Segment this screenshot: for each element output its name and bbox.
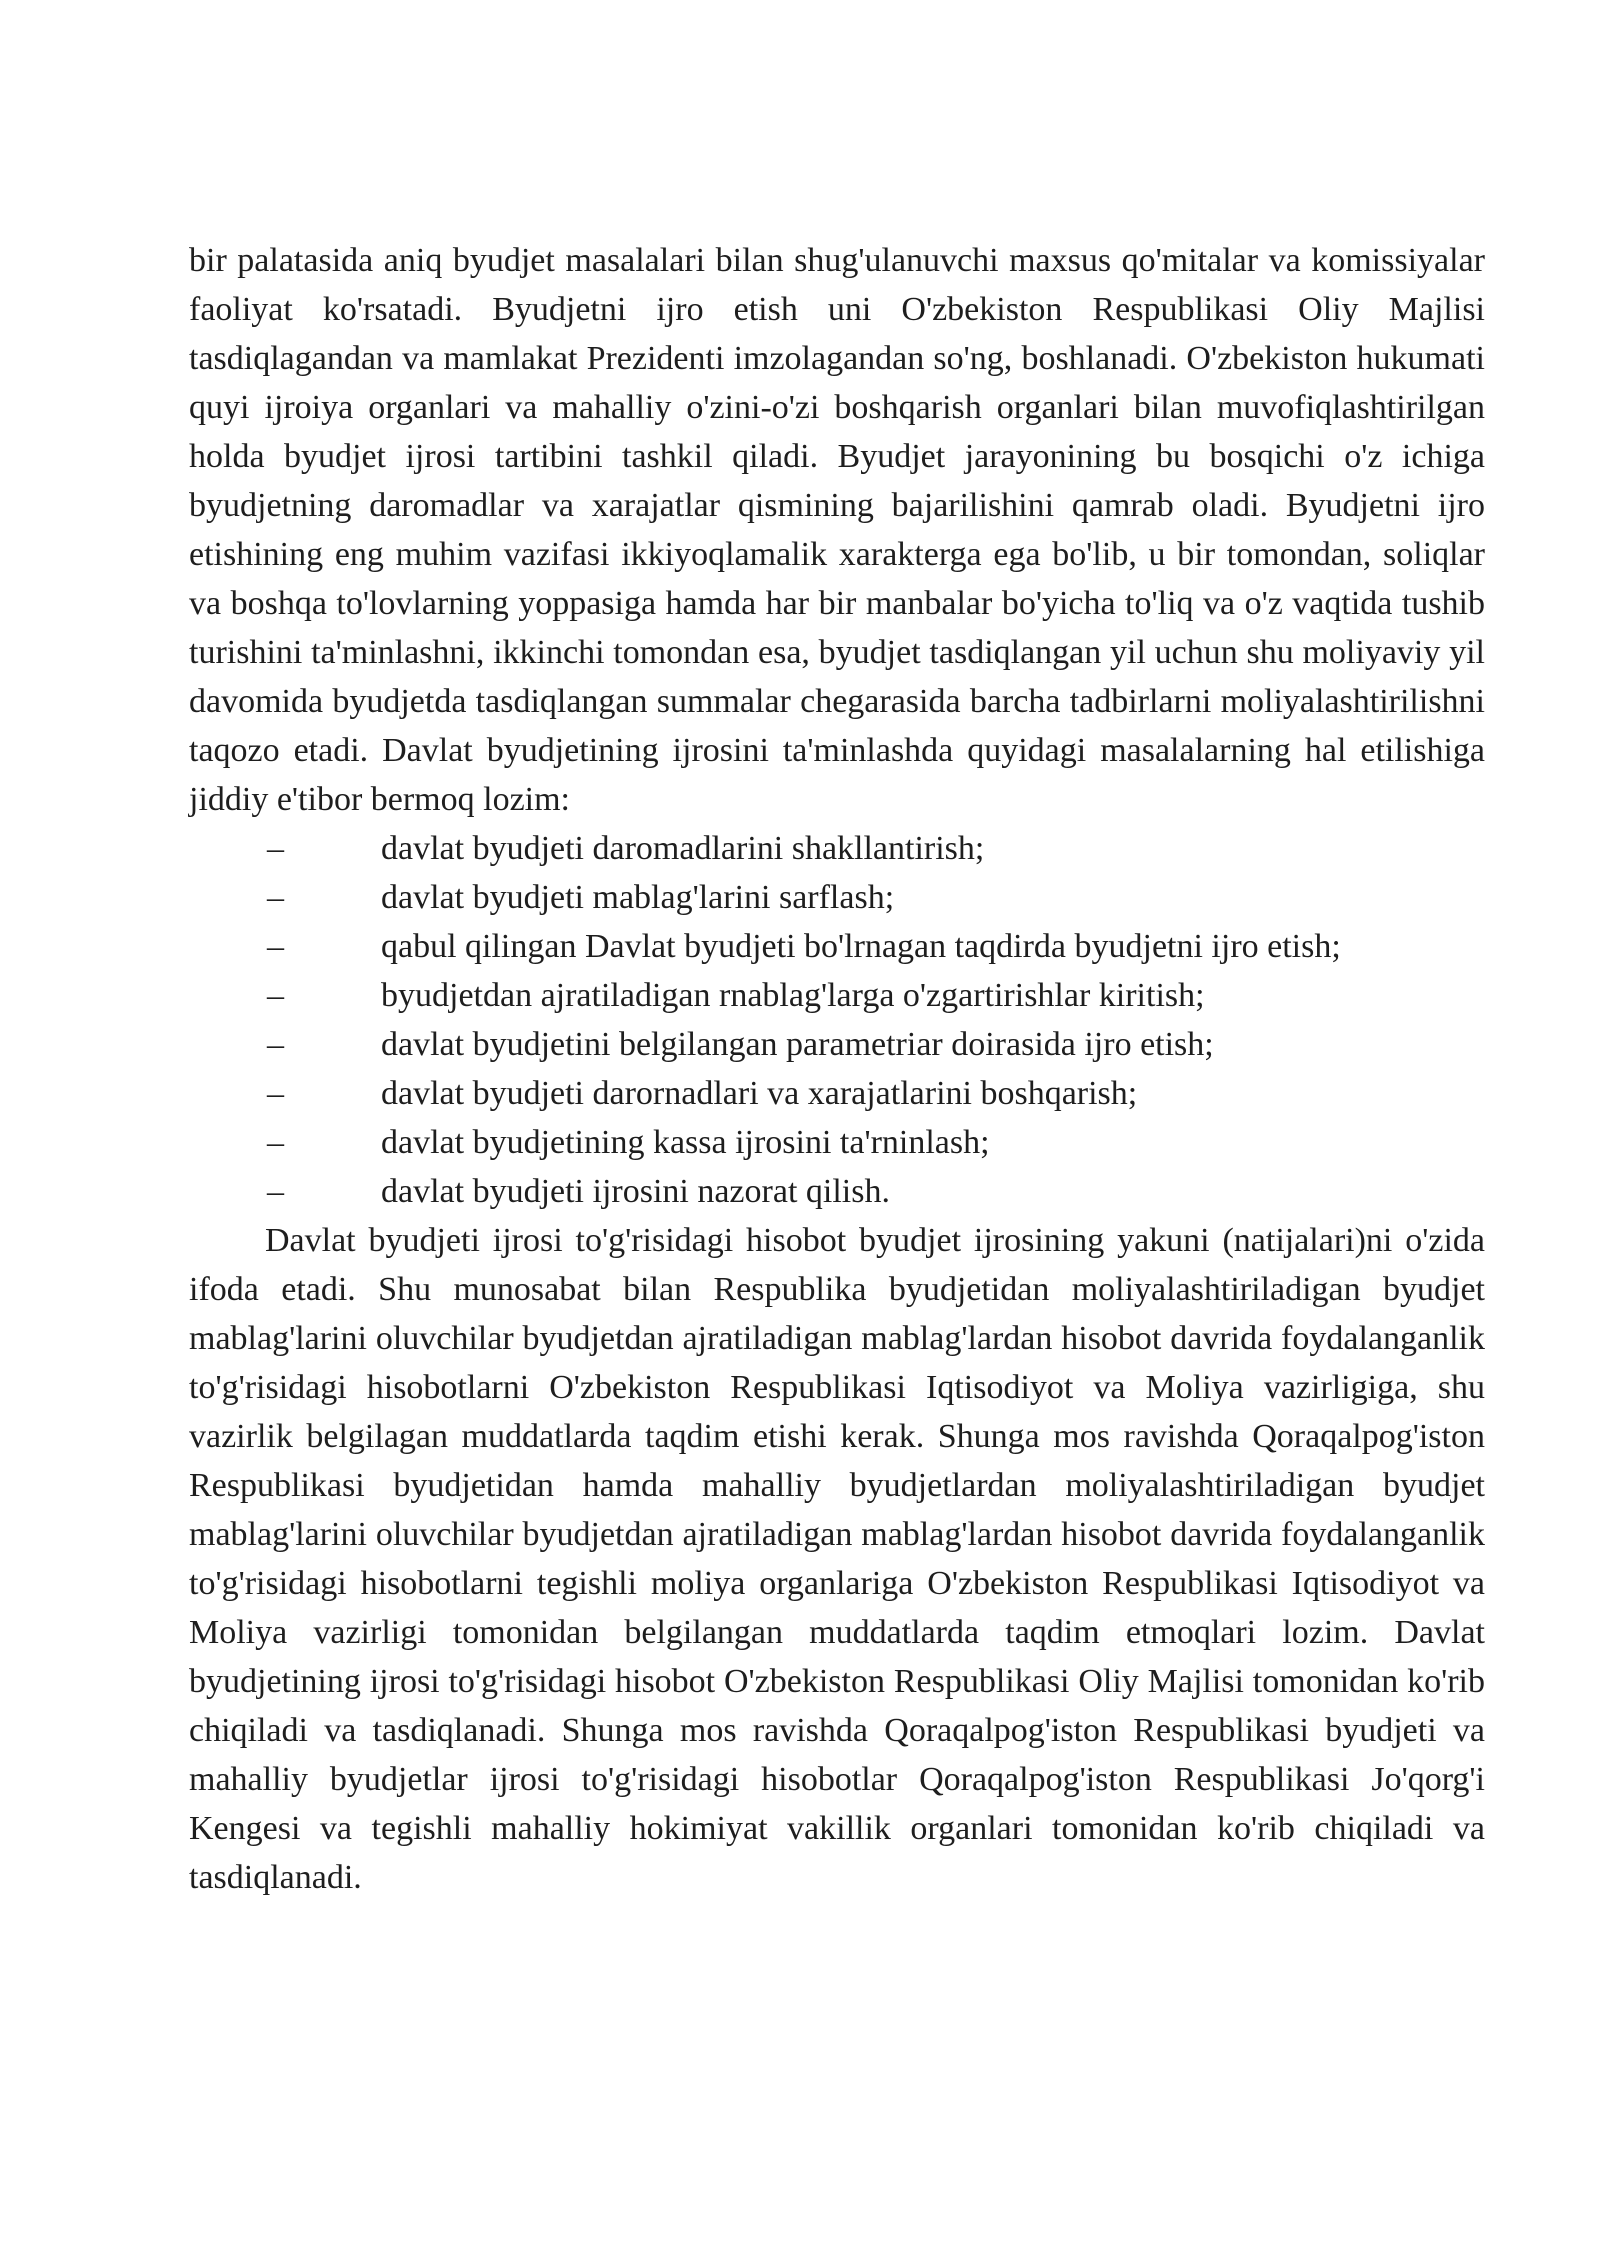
paragraph-2: Davlat byudjeti ijrosi to'g'risidagi hisobot byudjet ijrosining yakuni (natijalari)ni o'zida ifoda etadi. Shu munosabat bilan Respublika byudjetidan moliyalashtiriladigan byudjet mablag'larini oluvchilar byudjetdan ajratiladigan mablag'lardan hisobot davrida foydalanganlik to'g'risidagi hisobotlarni O'zbekiston Respublikasi Iqtisodiyot va Moliya vazirligiga, shu vazirlik belgilagan muddatlarda taqdim etishi kerak. Shunga mos ravishda Qoraqalpog'iston Respublikasi byudjetidan hamda mahalliy byudjetlardan moliyalashtiriladigan byudjet mablag'larini oluvchilar byudjetdan ajratiladigan mablag'lardan hisobot davrida foydalanganlik to'g'risidagi hisobotlarni tegishli moliya organlariga O'zbekiston Respublikasi Iqtisodiyot va Moliya vazirligi tomonidan belgilangan muddatlarda taqdim etmoqlari lozim. Davlat byudjetining ijrosi to'g'risidagi hisobot O'zbekiston Respublikasi Oliy Majlisi tomonidan ko'rib chiqiladi va tasdiqlanadi. Shunga mos ravishda Qoraqalpog'iston Respublikasi byudjeti va mahalliy byudjetlar ijrosi to'g'risidagi hisobotlar Qoraqalpog'iston Respublikasi Jo'qorg'i Kengesi va tegishli mahalliy hokimiyat vakillik organlari tomonidan ko'rib chiqiladi va tasdiqlanadi. bbox=[189, 1222, 1485, 1896]
list-item bbox=[189, 1167, 1485, 1216]
list-dash: – bbox=[267, 928, 284, 965]
list-dash: – bbox=[267, 1026, 284, 1063]
task-list bbox=[189, 824, 1485, 1216]
list-item bbox=[189, 1069, 1485, 1118]
list-item-text: davlat byudjetini belgilangan parametriar doirasida ijro etish; bbox=[381, 1026, 1214, 1063]
list-dash: – bbox=[267, 830, 284, 867]
list-item-text: davlat byudjeti daromadlarini shakllantirish; bbox=[381, 830, 985, 867]
list-item bbox=[189, 1118, 1485, 1167]
paragraph-1: bir palatasida aniq byudjet masalalari bilan shug'ulanuvchi maxsus qo'mitalar va komissiyalar faoliyat ko'rsatadi. Byudjetni ijro etish uni O'zbekiston Respublikasi Oliy Majlisi tasdiqlagandan va mamlakat Prezidenti imzolagandan so'ng, boshlanadi. O'zbekiston hukumati quyi ijroiya organlari va mahalliy o'zini-o'zi boshqarish organlari bilan muvofiqlashtirilgan holda byudjet ijrosi tartibini tashkil qiladi. Byudjet jarayonining bu bosqichi o'z ichiga byudjetning daromadlar va xarajatlar qismining bajarilishini qamrab oladi. Byudjetni ijro etishining eng muhim vazifasi ikkiyoqlamalik xarakterga ega bo'lib, u bir tomondan, soliqlar va boshqa to'lovlarning yoppasiga hamda har bir manbalar bo'yicha to'liq va o'z vaqtida tushib turishini ta'minlashni, ikkinchi tomondan esa, byudjet tasdiqlangan yil uchun shu moliyaviy yil davomida byudjetda tasdiqlangan summalar chegarasida barcha tadbirlarni moliyalashtirilishni taqozo etadi. Davlat byudjetining ijrosini ta'minlashda quyidagi masalalarning hal etilishiga jiddiy e'tibor bermoq lozim: bbox=[189, 242, 1485, 818]
list-item-text: byudjetdan ajratiladigan rnablag'larga o'zgartirishlar kiritish; bbox=[381, 977, 1205, 1014]
list-item-text: davlat byudjeti darornadlari va xarajatlarini boshqarish; bbox=[381, 1075, 1138, 1112]
list-dash: – bbox=[267, 879, 284, 916]
list-item-text: davlat byudjeti mablag'larini sarflash; bbox=[381, 879, 895, 916]
list-dash: – bbox=[267, 977, 284, 1014]
list-item-text: qabul qilingan Davlat byudjeti bo'lrnagan taqdirda byudjetni ijro etish; bbox=[381, 928, 1341, 965]
list-item bbox=[189, 1020, 1485, 1069]
list-item-text: davlat byudjeti ijrosini nazorat qilish. bbox=[381, 1173, 890, 1210]
document-body bbox=[189, 236, 1485, 1902]
list-dash: – bbox=[267, 1173, 284, 1210]
list-item-text: davlat byudjetining kassa ijrosini ta'rninlash; bbox=[381, 1124, 990, 1161]
list-item bbox=[189, 922, 1485, 971]
list-dash: – bbox=[267, 1124, 284, 1161]
list-item bbox=[189, 971, 1485, 1020]
list-dash: – bbox=[267, 1075, 284, 1112]
list-item bbox=[189, 824, 1485, 873]
list-item bbox=[189, 873, 1485, 922]
